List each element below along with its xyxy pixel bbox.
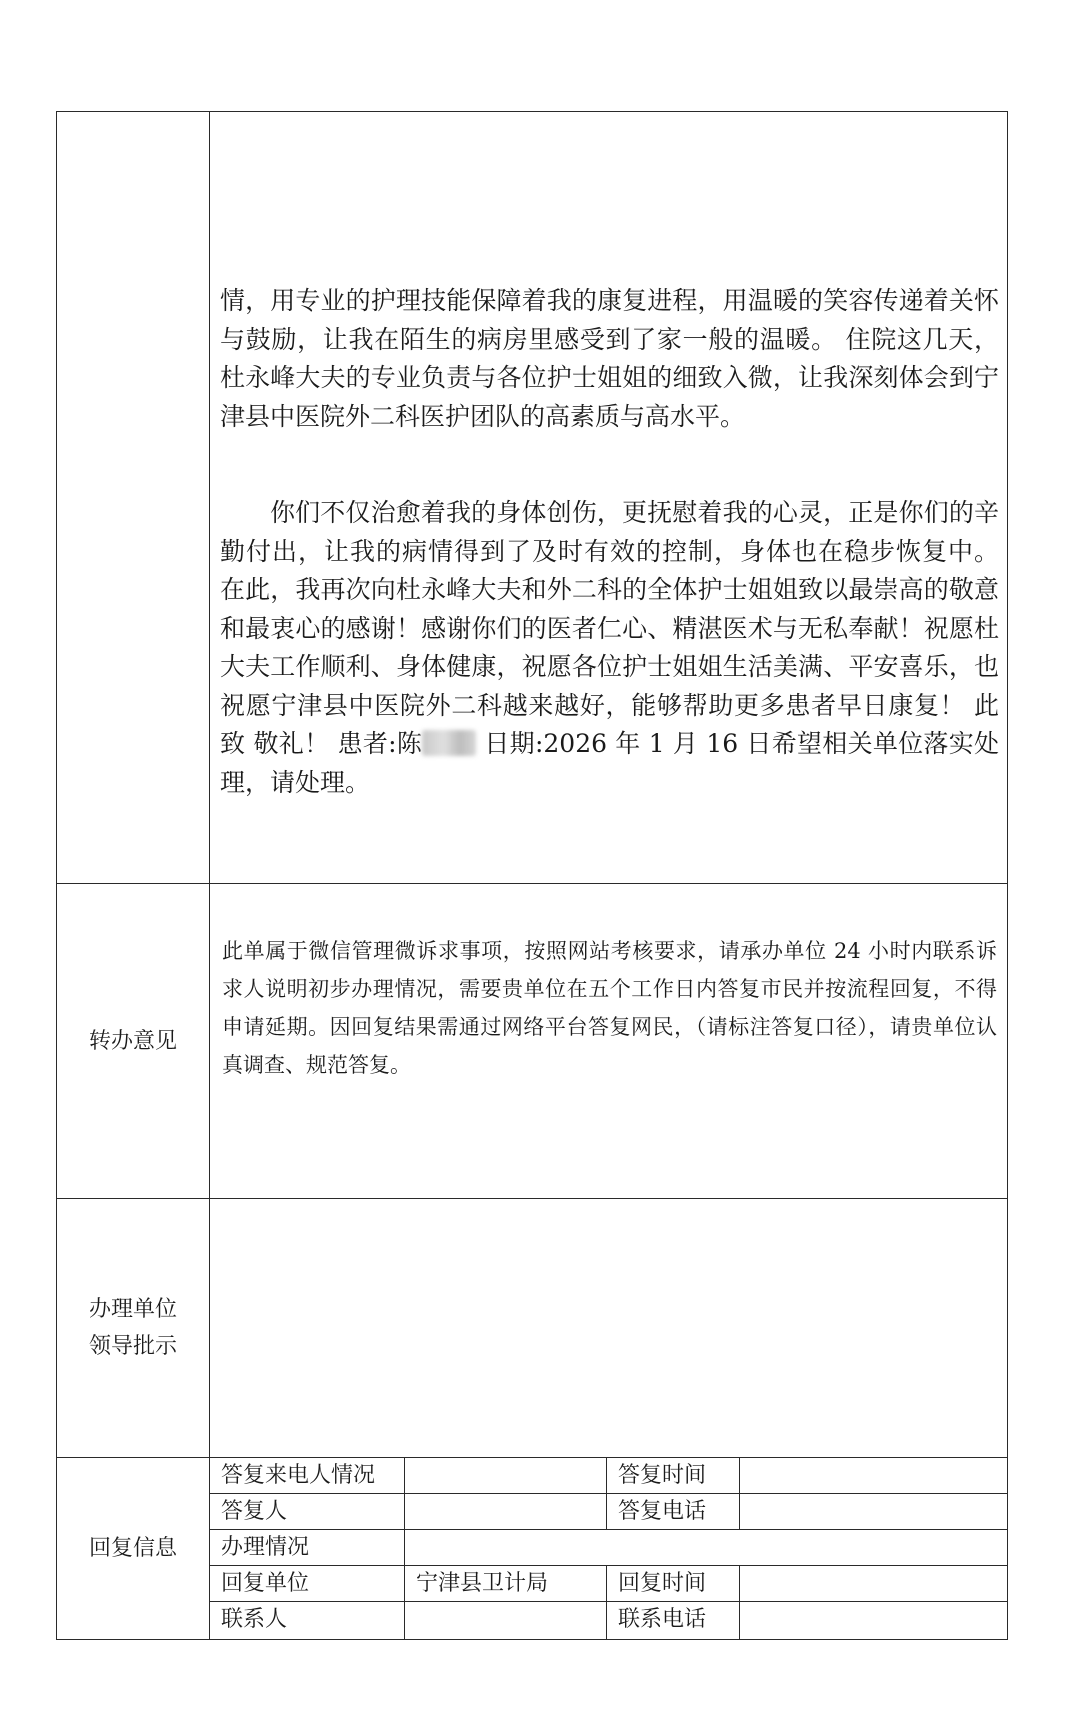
redacted-name: [422, 730, 476, 756]
reply-table-row: [210, 1458, 1007, 1494]
handling-status-label: 办理情况: [210, 1530, 405, 1565]
opinion-content-cell: [210, 884, 1007, 1198]
reply-time-value: [740, 1458, 1007, 1493]
leader-label-line1: 办理单位: [88, 1297, 177, 1322]
opinion-text: 此单属于微信管理微诉求事项，按照网站考核要求，请承办单位 24 小时内联系诉求人说明初步办理情况，需要贵单位在五个工作日内答复市民并按流程回复，不得申请延期。因回复结果需通过网络平台答复网民，（请标注答复口径），请贵单位认真调查、规范答复。: [222, 939, 997, 1077]
handling-status-value: [405, 1530, 1007, 1565]
reply-table-row: [210, 1602, 1007, 1639]
letter-paragraph-1: 情，用专业的护理技能保障着我的康复进程，用温暖的笑容传递着关怀与鼓励，让我在陌生的病房里感受到了家一般的温暖。 住院这几天，杜永峰大夫的专业负责与各位护士姐姐的细致入微，让我深刻体会到宁津县中医院外二科医护团队的高素质与高水平。: [220, 286, 999, 431]
reply-row: [57, 1458, 1007, 1639]
reply-unit-value: 宁津县卫计局: [405, 1566, 607, 1601]
handling-form: [56, 111, 1008, 1640]
reply-caller-label: 答复来电人情况: [210, 1458, 405, 1493]
reply-unit-label: 回复单位: [210, 1566, 405, 1601]
reply-time-label-2: 回复时间: [607, 1566, 740, 1601]
reply-caller-value: [405, 1458, 607, 1493]
contact-person-label: 联系人: [210, 1602, 405, 1639]
opinion-label: 转办意见: [57, 884, 210, 1198]
reply-label: 回复信息: [57, 1458, 210, 1639]
reply-person-value: [405, 1494, 607, 1529]
reply-phone-value: [740, 1494, 1007, 1529]
letter-row: [57, 112, 1007, 884]
letter-paragraph-2: [220, 494, 999, 802]
reply-phone-label: 答复电话: [607, 1494, 740, 1529]
contact-phone-value: [740, 1602, 1007, 1639]
letter-date-text: 日期:2026 年 1 月 16 日希望相关单位落实处理，请处理。: [220, 729, 999, 797]
reply-table: [210, 1458, 1007, 1639]
letter-paragraph-2-text: 你们不仅治愈着我的身体创伤，更抚慰着我的心灵，正是你们的辛勤付出，让我的病情得到了及时有效的控制，身体也在稳步恢复中。 在此，我再次向杜永峰大夫和外二科的全体护士姐姐致以最崇高的敬意和最衷心的感谢！感谢你们的医者仁心、精湛医术与无私奉献！祝愿杜大夫工作顺利、身体健康，祝愿各位护士姐姐生活美满、平安喜乐，也祝愿宁津县中医院外二科越来越好，能够帮助更多患者早日康复！ 此致 敬礼！ 患者:陈: [220, 498, 999, 758]
reply-table-row: [210, 1530, 1007, 1566]
leader-label: [57, 1199, 210, 1457]
reply-time-label: 答复时间: [607, 1458, 740, 1493]
appeal-letter: [220, 282, 999, 802]
leader-row: [57, 1199, 1007, 1458]
letter-label-cell: [57, 112, 210, 883]
reply-table-row: [210, 1566, 1007, 1602]
contact-person-value: [405, 1602, 607, 1639]
reply-time-value-2: [740, 1566, 1007, 1601]
letter-content-cell: [210, 112, 1007, 883]
opinion-row: [57, 884, 1007, 1199]
leader-instruction-cell: [210, 1199, 1007, 1457]
leader-label-line2: 领导批示: [88, 1334, 177, 1359]
contact-phone-label: 联系电话: [607, 1602, 740, 1639]
reply-table-row: [210, 1494, 1007, 1530]
reply-person-label: 答复人: [210, 1494, 405, 1529]
